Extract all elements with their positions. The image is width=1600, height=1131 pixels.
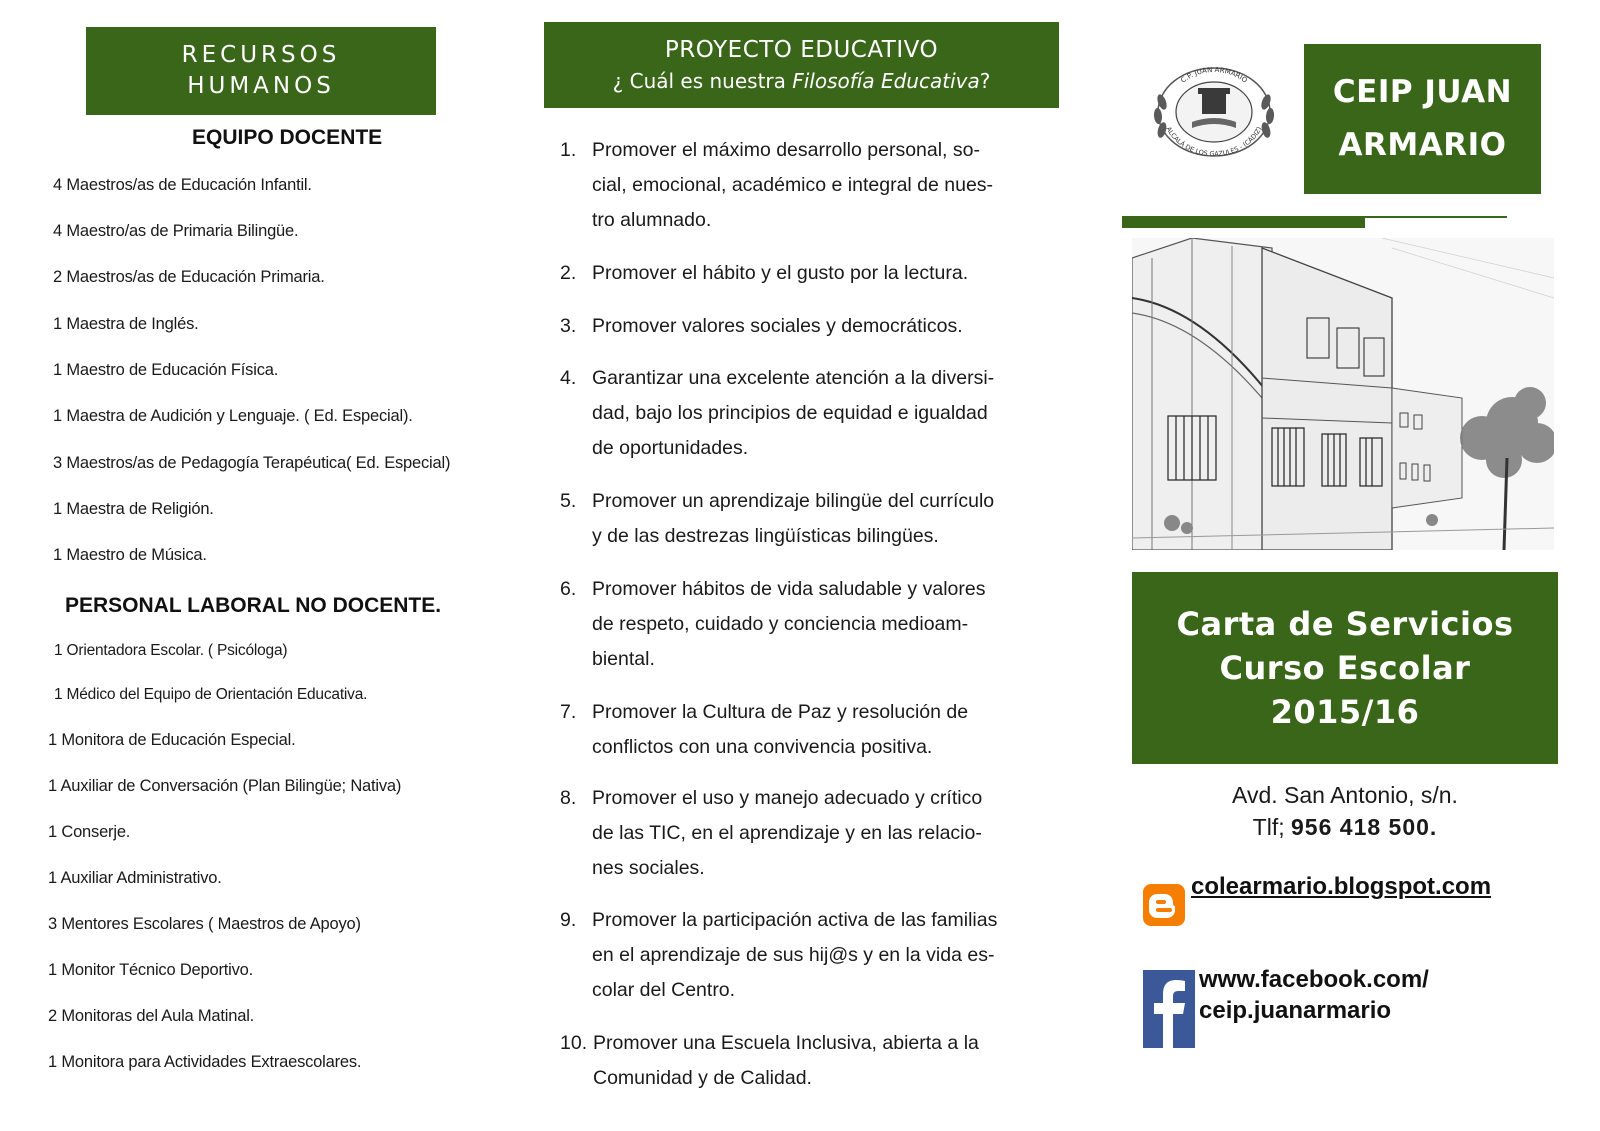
school-name-box [1304,44,1541,194]
carta-line3: 2015/16 [1270,693,1420,731]
list-item: 1 Auxiliar Administrativo. [48,869,222,887]
goal-line: colar del Centro. [592,979,736,1001]
proyecto-educativo-header [544,22,1059,108]
goal-line: Promover un aprendizaje bilingüe del currículo [592,490,995,512]
goal-number: 2. [560,262,577,284]
telephone [1132,812,1558,843]
goal-number: 8. [560,787,577,809]
goal-number: 10. [560,1032,588,1054]
facebook-link-line2[interactable]: ceip.juanarmario [1199,997,1392,1024]
equipo-docente-heading: EQUIPO DOCENTE [192,126,383,149]
goal-number: 3. [560,315,577,337]
list-item: 2 Monitoras del Aula Matinal. [48,1007,255,1025]
blog-link[interactable]: colearmario.blogspot.com [1191,873,1492,900]
goal-line: conflictos con una convivencia positiva. [592,736,933,758]
goal-line: Promover valores sociales y democráticos. [592,315,963,337]
carta-line1: Carta de Servicios [1176,605,1514,643]
goal-number: 6. [560,578,577,600]
goal-line: Promover hábitos de vida saludable y valores [592,578,986,600]
list-item: 1 Maestro de Música. [53,546,207,564]
list-item: 1 Maestro de Educación Física. [53,361,279,379]
goal-number: 7. [560,701,577,723]
goal-line: Promover el uso y manejo adecuado y crítico [592,787,983,809]
goal-line: Promover el máximo desarrollo personal, so- [592,139,980,161]
list-item: 1 Médico del Equipo de Orientación Educativa. [54,686,368,703]
goal-number: 4. [560,367,577,389]
list-item: 2 Maestros/as de Educación Primaria. [53,268,325,286]
goal-line: de las TIC, en el aprendizaje y en las relacio- [592,822,982,844]
address: Avd. San Antonio, s/n. [1232,782,1458,808]
goal-number: 5. [560,490,577,512]
facebook-link-line1[interactable]: www.facebook.com/ [1199,966,1429,993]
goal-number: 9. [560,909,577,931]
recursos-title-line2: HUMANOS [187,73,335,99]
personal-laboral-heading: PERSONAL LABORAL NO DOCENTE. [65,594,442,617]
goal-number: 1. [560,139,577,161]
goal-line: biental. [592,648,655,670]
carta-servicios-box [1132,572,1558,764]
list-item: 1 Monitor Técnico Deportivo. [48,961,254,979]
list-item: 1 Orientadora Escolar. ( Psicóloga) [54,642,288,659]
goal-line: y de las destrezas lingüísticas bilingües. [592,525,939,547]
goal-line: tro alumnado. [592,209,712,231]
proyecto-title: PROYECTO EDUCATIVO [664,37,939,63]
goal-line: Promover la participación activa de las familias [592,909,998,931]
school-logo [1140,62,1288,162]
list-item: 3 Mentores Escolares ( Maestros de Apoyo) [48,915,361,933]
tel-number: 956 418 500. [1291,814,1438,840]
subtitle-emphasis: Filosofía Educativa [792,69,980,93]
list-item: 4 Maestros/as de Educación Infantil. [53,176,312,194]
list-item: 3 Maestros/as de Pedagogía Terapéutica( Ed. Especial) [53,454,451,472]
goal-line: Comunidad y de Calidad. [593,1067,812,1089]
goal-line: de respeto, cuidado y conciencia medioam- [592,613,969,635]
blogger-icon[interactable] [1143,884,1185,926]
list-item: 1 Auxiliar de Conversación (Plan Bilingüe; Nativa) [48,777,402,795]
school-building-sketch [1132,238,1554,550]
list-item: 1 Monitora de Educación Especial. [48,731,296,749]
list-item: 1 Maestra de Religión. [53,500,214,518]
recursos-title-line1: RECURSOS [181,42,341,68]
goal-line: Promover la Cultura de Paz y resolución de [592,701,969,723]
subtitle-suffix: ? [979,69,991,93]
school-name-line1: CEIP JUAN [1332,74,1513,110]
goal-line: Garantizar una excelente atención a la diversi- [592,367,995,389]
subtitle-prefix: ¿ Cuál es nuestra [612,69,793,93]
goal-line: dad, bajo los principios de equidad e igualdad [592,402,988,424]
divider-thick [1122,216,1365,228]
goal-line: Promover una Escuela Inclusiva, abierta a la [593,1032,979,1054]
goal-line: Promover el hábito y el gusto por la lectura. [592,262,969,284]
carta-line2: Curso Escolar [1219,649,1471,687]
goal-line: en el aprendizaje de sus hij@s y en la vida es- [592,944,995,966]
tel-label: Tlf; [1252,814,1292,840]
list-item: 1 Maestra de Inglés. [53,315,199,333]
goal-line: de oportunidades. [592,437,749,459]
logo-text-bottom: ALCALÁ DE LOS GAZULES - (CÁDIZ) [1164,125,1264,159]
divider-thin [1365,216,1507,218]
logo-text-top: C.P. JUAN ARMARIO [1179,65,1249,85]
facebook-icon[interactable] [1143,970,1195,1048]
goal-line: cial, emocional, académico e integral de nues- [592,174,994,196]
list-item: 1 Monitora para Actividades Extraescolares. [48,1053,362,1071]
goal-line: nes sociales. [592,857,705,879]
school-name-line2: ARMARIO [1338,127,1507,163]
proyecto-subtitle [613,66,991,96]
list-item: 1 Maestra de Audición y Lenguaje. ( Ed. Especial). [53,407,413,425]
list-item: 4 Maestro/as de Primaria Bilingüe. [53,222,299,240]
list-item: 1 Conserje. [48,823,131,841]
recursos-humanos-header [86,27,436,115]
